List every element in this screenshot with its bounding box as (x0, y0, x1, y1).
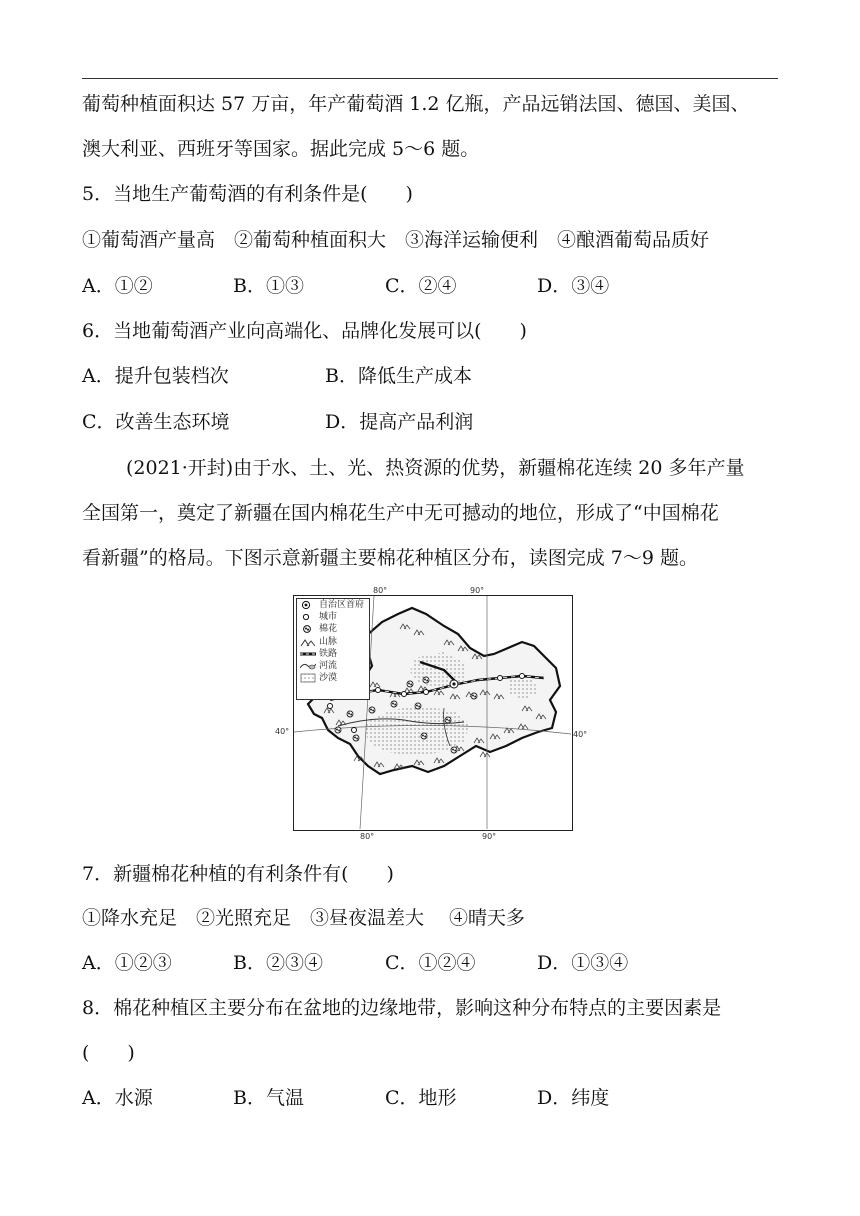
cotton-legend-icon (300, 624, 316, 634)
map-lon-label-top-80: 80° (373, 586, 388, 595)
passage-2-line-2: 全国第一，奠定了新疆在国内棉花生产中无可撼动的地位，形成了“中国棉花 (82, 502, 719, 524)
city-legend-icon (300, 612, 316, 622)
legend-city (297, 611, 369, 623)
map-lon-label-top-90: 90° (470, 586, 485, 595)
river-legend-icon (300, 661, 316, 671)
legend-cotton (297, 623, 369, 635)
intro-line-1: 葡萄种植面积达 57 万亩，年产葡萄酒 1.2 亿瓶，产品远销法国、德国、美国、 (82, 93, 750, 115)
legend-river-label: 河流 (319, 660, 338, 671)
legend-capital (297, 599, 369, 611)
legend-city-label: 城市 (319, 612, 338, 623)
railway-legend-icon (300, 649, 316, 659)
map-legend (296, 598, 370, 700)
map-lon-label-bottom-90: 90° (482, 832, 497, 841)
legend-railway (297, 648, 369, 660)
legend-capital-label: 自治区首府 (319, 600, 365, 610)
map-lon-label-bottom-80: 80° (360, 832, 375, 841)
question-5-option-c: C．②④ (385, 275, 457, 297)
legend-river (297, 660, 369, 672)
passage-2-line-1: (2021·开封)由于水、土、光、热资源的优势，新疆棉花连续 20 多年产量 (126, 457, 745, 479)
question-8-option-a: A．水源 (82, 1087, 153, 1109)
question-6-option-d: D．提高产品利润 (325, 411, 474, 433)
question-5-option-d: D．③④ (537, 275, 610, 297)
question-8-option-c: C．地形 (385, 1087, 457, 1109)
question-5-stem: 5．当地生产葡萄酒的有利条件是( ) (82, 183, 413, 205)
question-7-items: ①降水充足 ②光照充足 ③昼夜温差大 ④晴天多 (82, 907, 526, 929)
legend-desert-label: 沙漠 (319, 673, 338, 684)
mountain-legend-icon (300, 637, 316, 647)
legend-mountain (297, 636, 369, 648)
question-5-option-a: A．①② (82, 275, 153, 297)
legend-cotton-label: 棉花 (319, 624, 338, 635)
capital-legend-icon (300, 600, 316, 610)
question-5-option-b: B．①③ (233, 275, 304, 297)
question-7-option-d: D．①③④ (537, 952, 629, 974)
desert-legend-icon (300, 673, 316, 683)
question-6-stem: 6．当地葡萄酒产业向高端化、品牌化发展可以( ) (82, 320, 527, 342)
header-rule (82, 78, 778, 79)
question-8-option-d: D．纬度 (537, 1087, 610, 1109)
capital-symbol (450, 680, 458, 688)
legend-railway-label: 铁路 (319, 648, 338, 659)
question-6-option-a: A．提升包装档次 (82, 365, 229, 387)
question-6-option-c: C．改善生态环境 (82, 411, 230, 433)
map-lat-label-right: 40° (573, 730, 588, 739)
xinjiang-cotton-map (293, 595, 573, 831)
question-7-option-c: C．①②④ (385, 952, 476, 974)
question-5-items: ①葡萄酒产量高 ②葡萄种植面积大 ③海洋运输便利 ④酿酒葡萄品质好 (82, 229, 710, 251)
question-7-stem: 7．新疆棉花种植的有利条件有( ) (82, 863, 394, 885)
question-7-option-b: B．②③④ (233, 952, 323, 974)
passage-2-line-3: 看新疆”的格局。下图示意新疆主要棉花种植区分布，读图完成 7～9 题。 (82, 547, 698, 569)
question-6-option-b: B．降低生产成本 (325, 365, 472, 387)
question-8-stem-line-1: 8．棉花种植区主要分布在盆地的边缘地带，影响这种分布特点的主要因素是 (82, 997, 722, 1019)
question-8-stem-line-2: ( ) (82, 1042, 135, 1064)
question-7-option-a: A．①②③ (82, 952, 172, 974)
question-8-option-b: B．气温 (233, 1087, 304, 1109)
legend-desert (297, 672, 369, 684)
intro-line-2: 澳大利亚、西班牙等国家。据此完成 5～6 题。 (82, 138, 480, 160)
legend-mountain-label: 山脉 (319, 636, 338, 647)
map-lat-label-left: 40° (275, 727, 290, 736)
